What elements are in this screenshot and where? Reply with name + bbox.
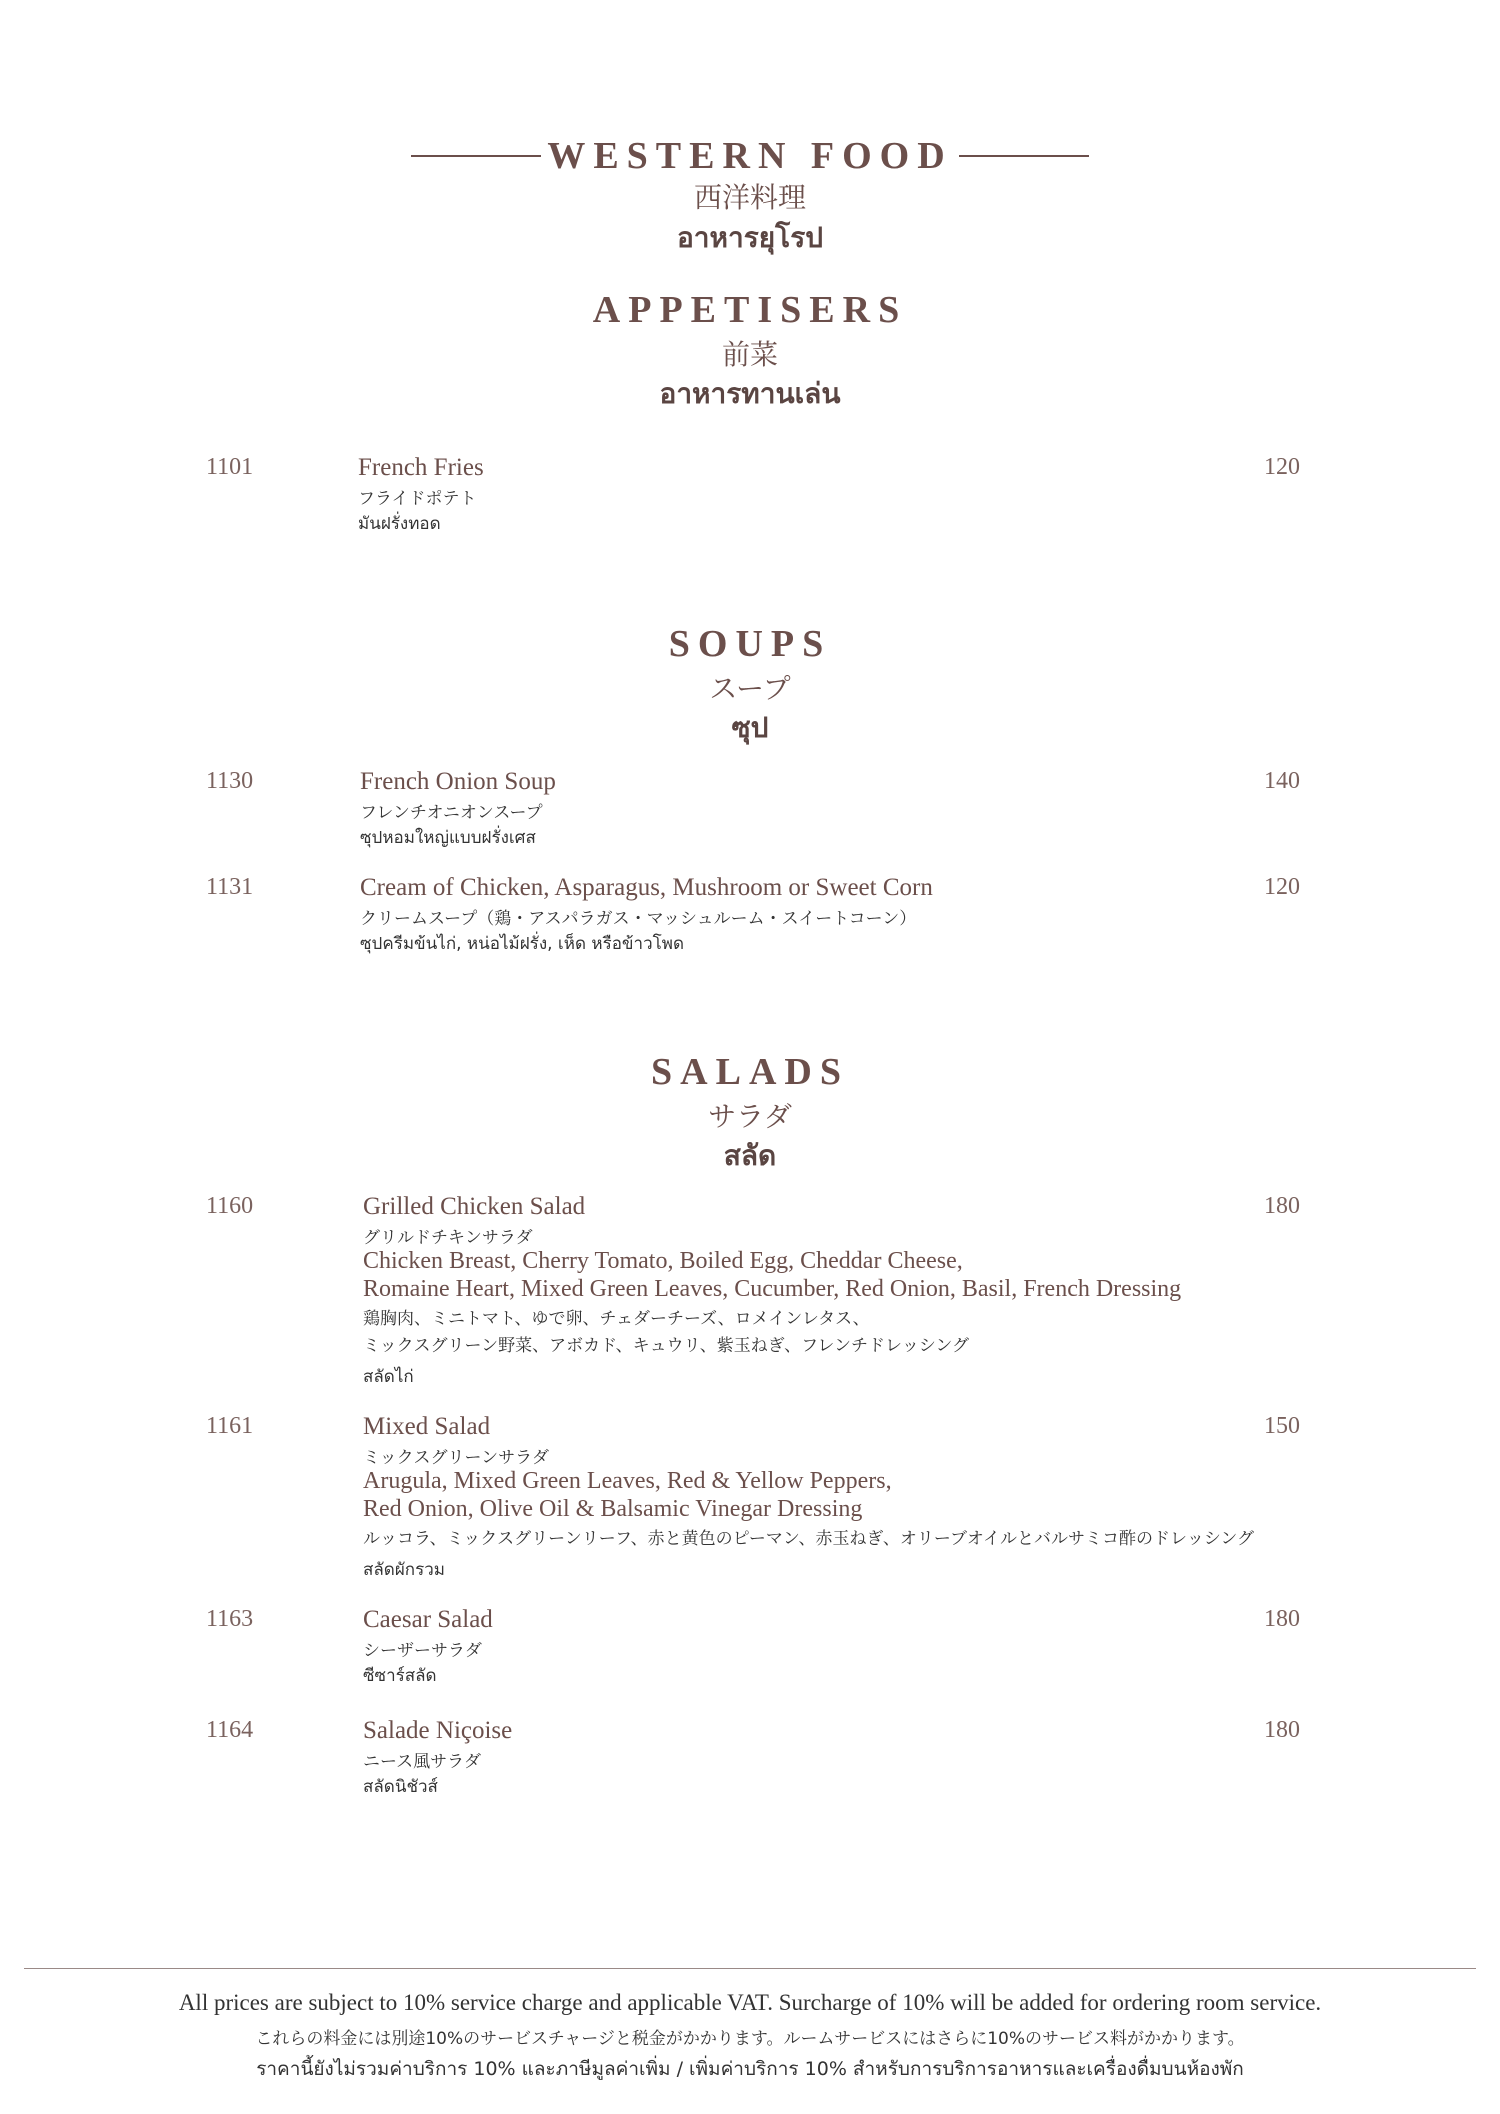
item-name-th: ซุปหอมใหญ่แบบฝรั่งเศส (360, 828, 536, 848)
item-name-th: สลัดผักรวม (363, 1560, 445, 1580)
item-price: 150 (1264, 1413, 1300, 1439)
item-code: 1163 (206, 1606, 254, 1632)
section-title-soups-jp: スープ (709, 672, 791, 705)
item-name: French Fries (358, 454, 484, 481)
item-description: Romaine Heart, Mixed Green Leaves, Cucumber, Red Onion, Basil, French Dressing (363, 1276, 1182, 1302)
item-name-jp: フライドポテト (358, 489, 477, 509)
footer-note-jp: これらの料金には別途10%のサービスチャージと税金がかかります。ルームサービスにはさらに10%のサービス料がかかります。 (255, 2029, 1245, 2049)
item-code: 1160 (206, 1193, 254, 1219)
item-name: Salade Niçoise (363, 1717, 513, 1744)
item-name-jp: シーザーサラダ (363, 1641, 482, 1661)
footer-note: All prices are subject to 10% service charge and applicable VAT. Surcharge of 10% will be added for ordering room service. (178, 1990, 1322, 2015)
item-price: 180 (1264, 1717, 1300, 1743)
page-title-th: อาหารยุโรป (676, 221, 823, 254)
section-title-soups: SOUPS (668, 623, 832, 665)
item-description: Arugula, Mixed Green Leaves, Red & Yellow Peppers, (363, 1468, 892, 1494)
item-name: Caesar Salad (363, 1606, 493, 1633)
footer-divider (24, 1968, 1476, 1969)
item-name-th: สลัดไก่ (363, 1367, 414, 1387)
item-name-th: สลัดนิชัวส์ (363, 1777, 438, 1797)
section-title-appetisers-jp: 前菜 (721, 338, 778, 371)
item-name: Grilled Chicken Salad (363, 1193, 586, 1220)
item-name-th: มันฝรั่งทอด (358, 514, 441, 534)
item-price: 120 (1264, 874, 1300, 900)
section-title-salads-jp: サラダ (708, 1100, 792, 1133)
header-rule-right (959, 155, 1089, 157)
item-price: 120 (1264, 454, 1300, 480)
item-code: 1101 (206, 454, 254, 480)
item-description-jp: 鶏胸肉、ミニトマト、ゆで卵、チェダーチーズ、ロメインレタス、 (363, 1309, 870, 1329)
header-rule-left (411, 155, 541, 157)
item-name-th: ซีซาร์สลัด (363, 1666, 437, 1686)
item-name-jp: ミックスグリーンサラダ (363, 1448, 549, 1468)
page-title: WESTERN FOOD (547, 135, 953, 177)
item-price: 180 (1264, 1606, 1300, 1632)
section-title-soups-th: ซุป (731, 711, 769, 744)
item-name: Cream of Chicken, Asparagus, Mushroom or Sweet Corn (360, 874, 933, 901)
item-description: Red Onion, Olive Oil & Balsamic Vinegar Dressing (363, 1496, 863, 1522)
item-description: Chicken Breast, Cherry Tomato, Boiled Egg, Cheddar Cheese, (363, 1248, 963, 1274)
item-name: French Onion Soup (360, 768, 556, 795)
item-code: 1130 (206, 768, 254, 794)
item-name: Mixed Salad (363, 1413, 491, 1440)
section-title-salads-th: สลัด (723, 1139, 777, 1172)
item-name-jp: フレンチオニオンスープ (360, 803, 543, 823)
item-code: 1164 (206, 1717, 254, 1743)
item-name-jp: ニース風サラダ (363, 1752, 481, 1772)
item-code: 1161 (206, 1413, 254, 1439)
menu-header (0, 132, 1500, 180)
item-code: 1131 (206, 874, 254, 900)
item-description-jp: ミックスグリーン野菜、アボカド、キュウリ、紫玉ねぎ、フレンチドレッシング (363, 1336, 970, 1356)
item-name-jp: クリームスープ（鶏・アスパラガス・マッシュルーム・スイートコーン） (360, 909, 917, 929)
item-description-jp: ルッコラ、ミックスグリーンリーフ、赤と黄色のピーマン、赤玉ねぎ、オリーブオイルとバルサミコ酢のドレッシング (363, 1529, 1255, 1549)
page-title-jp: 西洋料理 (693, 181, 806, 214)
section-title-salads: SALADS (651, 1051, 849, 1093)
item-price: 140 (1264, 768, 1300, 794)
item-price: 180 (1264, 1193, 1300, 1219)
section-title-appetisers: APPETISERS (592, 289, 908, 331)
item-name-jp: グリルドチキンサラダ (363, 1228, 533, 1248)
footer-note-th: ราคานี้ยังไม่รวมค่าบริการ 10% และภาษีมูลค่าเพิ่ม / เพิ่มค่าบริการ 10% สำหรับการบริการอาหารและเครื่องดื่มบนห้องพัก (256, 2058, 1244, 2080)
section-title-appetisers-th: อาหารทานเล่น (659, 377, 841, 410)
item-name-th: ซุปครีมข้นไก่, หน่อไม้ฝรั่ง, เห็ด หรือข้าวโพด (360, 934, 685, 954)
